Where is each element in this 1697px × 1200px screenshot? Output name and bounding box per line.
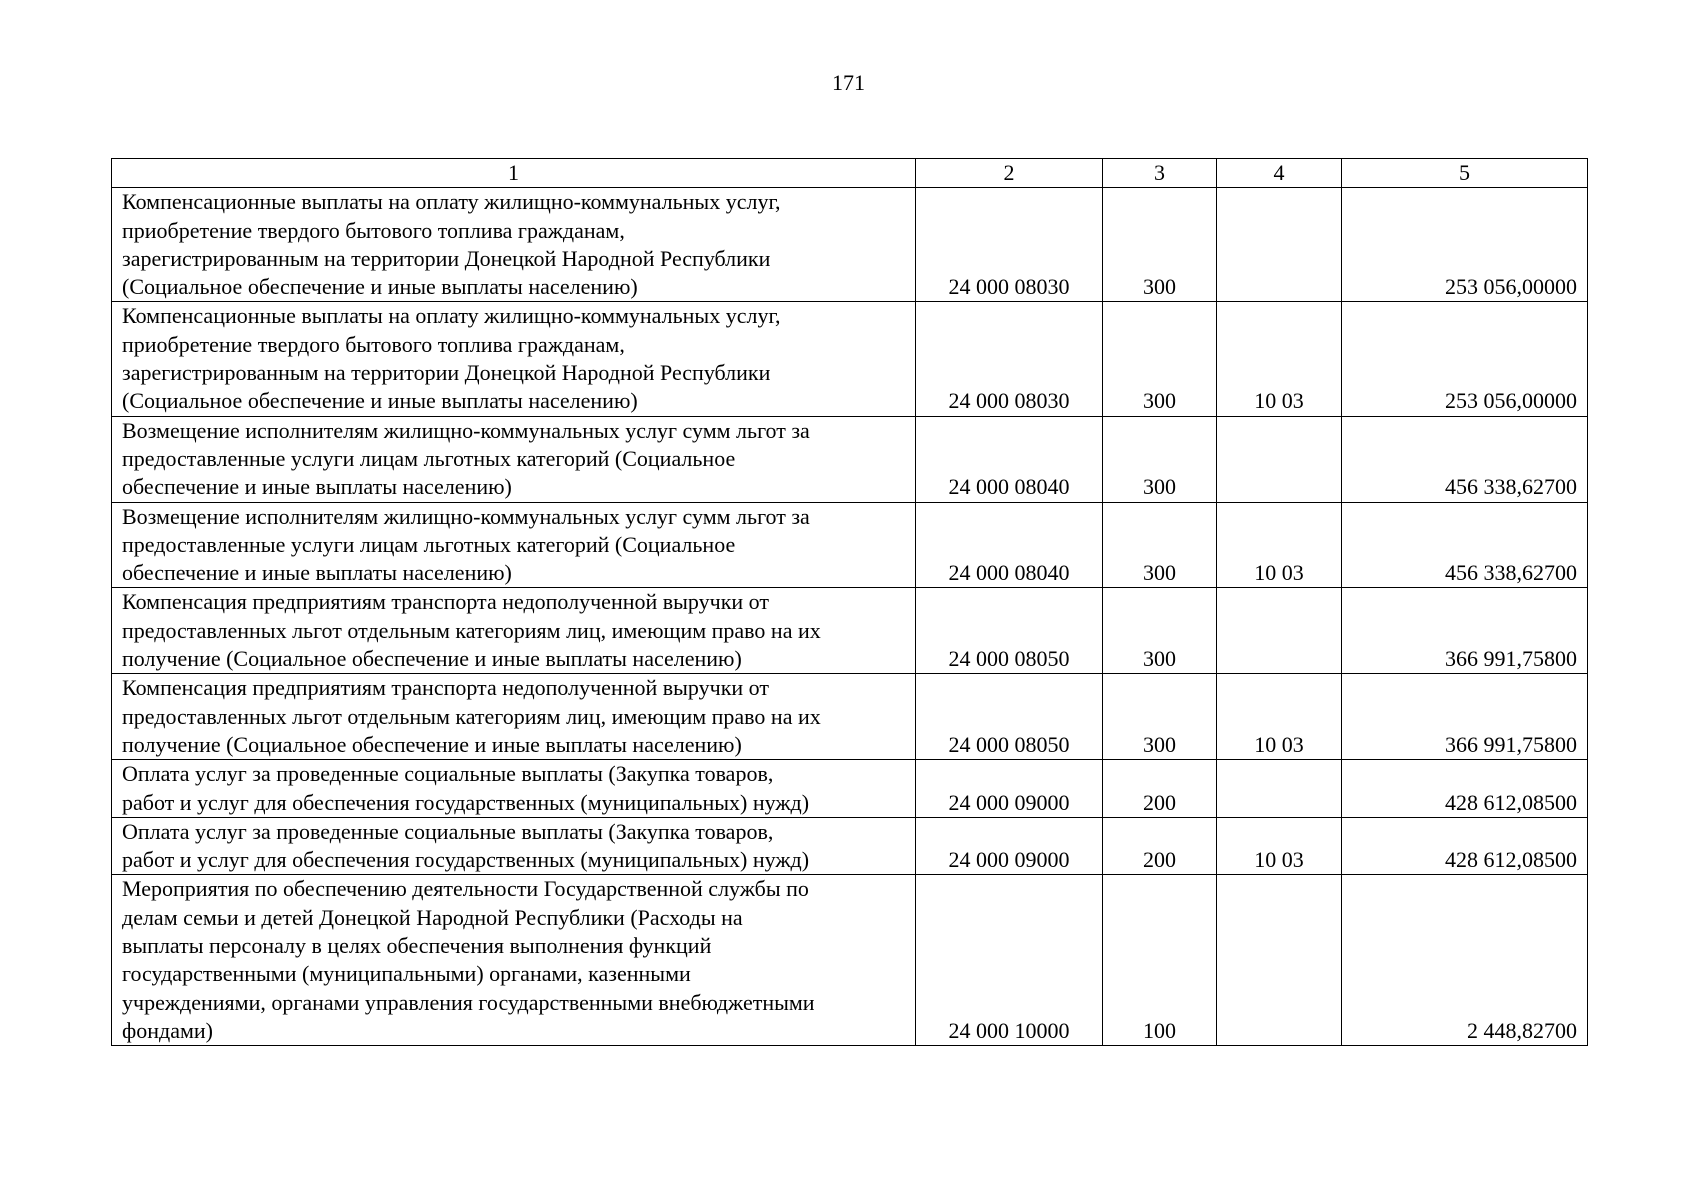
- row-description-text: Оплата услуг за проведенные социальные выплаты (Закупка товаров, работ и услуг для обеспечения государственных (муниципальных) нужд): [122, 818, 810, 873]
- table-row: [112, 875, 1588, 1046]
- row-description: [112, 674, 916, 760]
- row-expense-type: 200: [1103, 817, 1217, 875]
- row-amount: 2 448,82700: [1342, 875, 1588, 1046]
- row-section: [1217, 588, 1342, 674]
- row-section: 10 03: [1217, 817, 1342, 875]
- table-row: [112, 416, 1588, 502]
- row-expense-type: 300: [1103, 416, 1217, 502]
- row-expense-type: 300: [1103, 674, 1217, 760]
- row-section: [1217, 875, 1342, 1046]
- row-section: [1217, 760, 1342, 818]
- row-description-text: Возмещение исполнителям жилищно-коммунальных услуг сумм льгот за предоставленные услуги лицам льготных категорий (Социальное обеспечение и иные выплаты населению): [122, 417, 810, 500]
- table-row: [112, 302, 1588, 416]
- row-expense-type: 100: [1103, 875, 1217, 1046]
- row-code: 24 000 09000: [916, 817, 1103, 875]
- row-code: 24 000 10000: [916, 875, 1103, 1046]
- table-row: [112, 674, 1588, 760]
- row-amount: 456 338,62700: [1342, 416, 1588, 502]
- row-section: [1217, 188, 1342, 302]
- table-row: [112, 817, 1588, 875]
- row-code: 24 000 08050: [916, 674, 1103, 760]
- row-expense-type: 300: [1103, 188, 1217, 302]
- row-amount: 366 991,75800: [1342, 588, 1588, 674]
- header-col-5: 5: [1342, 159, 1588, 188]
- table-row: [112, 188, 1588, 302]
- row-description: [112, 875, 916, 1046]
- row-description: [112, 760, 916, 818]
- row-description-text: Компенсационные выплаты на оплату жилищно-коммунальных услуг, приобретение твердого бытового топлива гражданам, зарегистрированным на территории Донецкой Народной Республики (Социальное обеспечение и иные выплаты населению): [122, 189, 781, 300]
- row-amount: 366 991,75800: [1342, 674, 1588, 760]
- header-col-3: 3: [1103, 159, 1217, 188]
- table-row: [112, 588, 1588, 674]
- row-description-text: Компенсация предприятиям транспорта недополученной выручки от предоставленных льгот отдельным категориям лиц, имеющим право на их получение (Социальное обеспечение и иные выплаты населению): [122, 675, 821, 757]
- row-code: 24 000 08040: [916, 502, 1103, 588]
- row-description: [112, 416, 916, 502]
- row-description: [112, 588, 916, 674]
- row-code: 24 000 08030: [916, 302, 1103, 416]
- row-amount: 253 056,00000: [1342, 188, 1588, 302]
- table-row: [112, 760, 1588, 818]
- row-amount: 253 056,00000: [1342, 302, 1588, 416]
- row-description: [112, 188, 916, 302]
- row-description: [112, 502, 916, 588]
- row-description: [112, 302, 916, 416]
- row-amount: 428 612,08500: [1342, 817, 1588, 875]
- row-description-text: Оплата услуг за проведенные социальные выплаты (Закупка товаров, работ и услуг для обеспечения государственных (муниципальных) нужд): [122, 761, 810, 815]
- row-description-text: Возмещение исполнителям жилищно-коммунальных услуг сумм льгот за предоставленные услуги лицам льготных категорий (Социальное обеспечение и иные выплаты населению): [122, 503, 810, 586]
- budget-table: [111, 158, 1588, 1046]
- row-description-text: Мероприятия по обеспечению деятельности Государственной службы по делам семьи и детей Донецкой Народной Республики (Расходы на выплаты персоналу в целях обеспечения выполнения функций государственными (муниципальными) органами, казенными учреждениями, органами управления государственными внебюджетными фондами): [122, 876, 815, 1043]
- header-col-4: 4: [1217, 159, 1342, 188]
- page-number: 171: [832, 70, 865, 95]
- row-section: 10 03: [1217, 674, 1342, 760]
- row-expense-type: 300: [1103, 502, 1217, 588]
- header-col-1: 1: [112, 159, 916, 188]
- row-section: 10 03: [1217, 302, 1342, 416]
- header-col-2: 2: [916, 159, 1103, 188]
- row-description-text: Компенсация предприятиям транспорта недополученной выручки от предоставленных льгот отдельным категориям лиц, имеющим право на их получение (Социальное обеспечение и иные выплаты населению): [122, 589, 821, 672]
- header-row: [112, 159, 1588, 188]
- row-code: 24 000 08050: [916, 588, 1103, 674]
- row-amount: 456 338,62700: [1342, 502, 1588, 588]
- row-expense-type: 300: [1103, 302, 1217, 416]
- row-code: 24 000 08030: [916, 188, 1103, 302]
- row-code: 24 000 08040: [916, 416, 1103, 502]
- table-body: [112, 188, 1588, 1046]
- row-description: [112, 817, 916, 875]
- row-expense-type: 300: [1103, 588, 1217, 674]
- row-code: 24 000 09000: [916, 760, 1103, 818]
- row-expense-type: 200: [1103, 760, 1217, 818]
- table-header: [112, 159, 1588, 188]
- row-section: 10 03: [1217, 502, 1342, 588]
- table-row: [112, 502, 1588, 588]
- row-section: [1217, 416, 1342, 502]
- row-description-text: Компенсационные выплаты на оплату жилищно-коммунальных услуг, приобретение твердого бытового топлива гражданам, зарегистрированным на территории Донецкой Народной Республики (Социальное обеспечение и иные выплаты населению): [122, 303, 781, 414]
- row-amount: 428 612,08500: [1342, 760, 1588, 818]
